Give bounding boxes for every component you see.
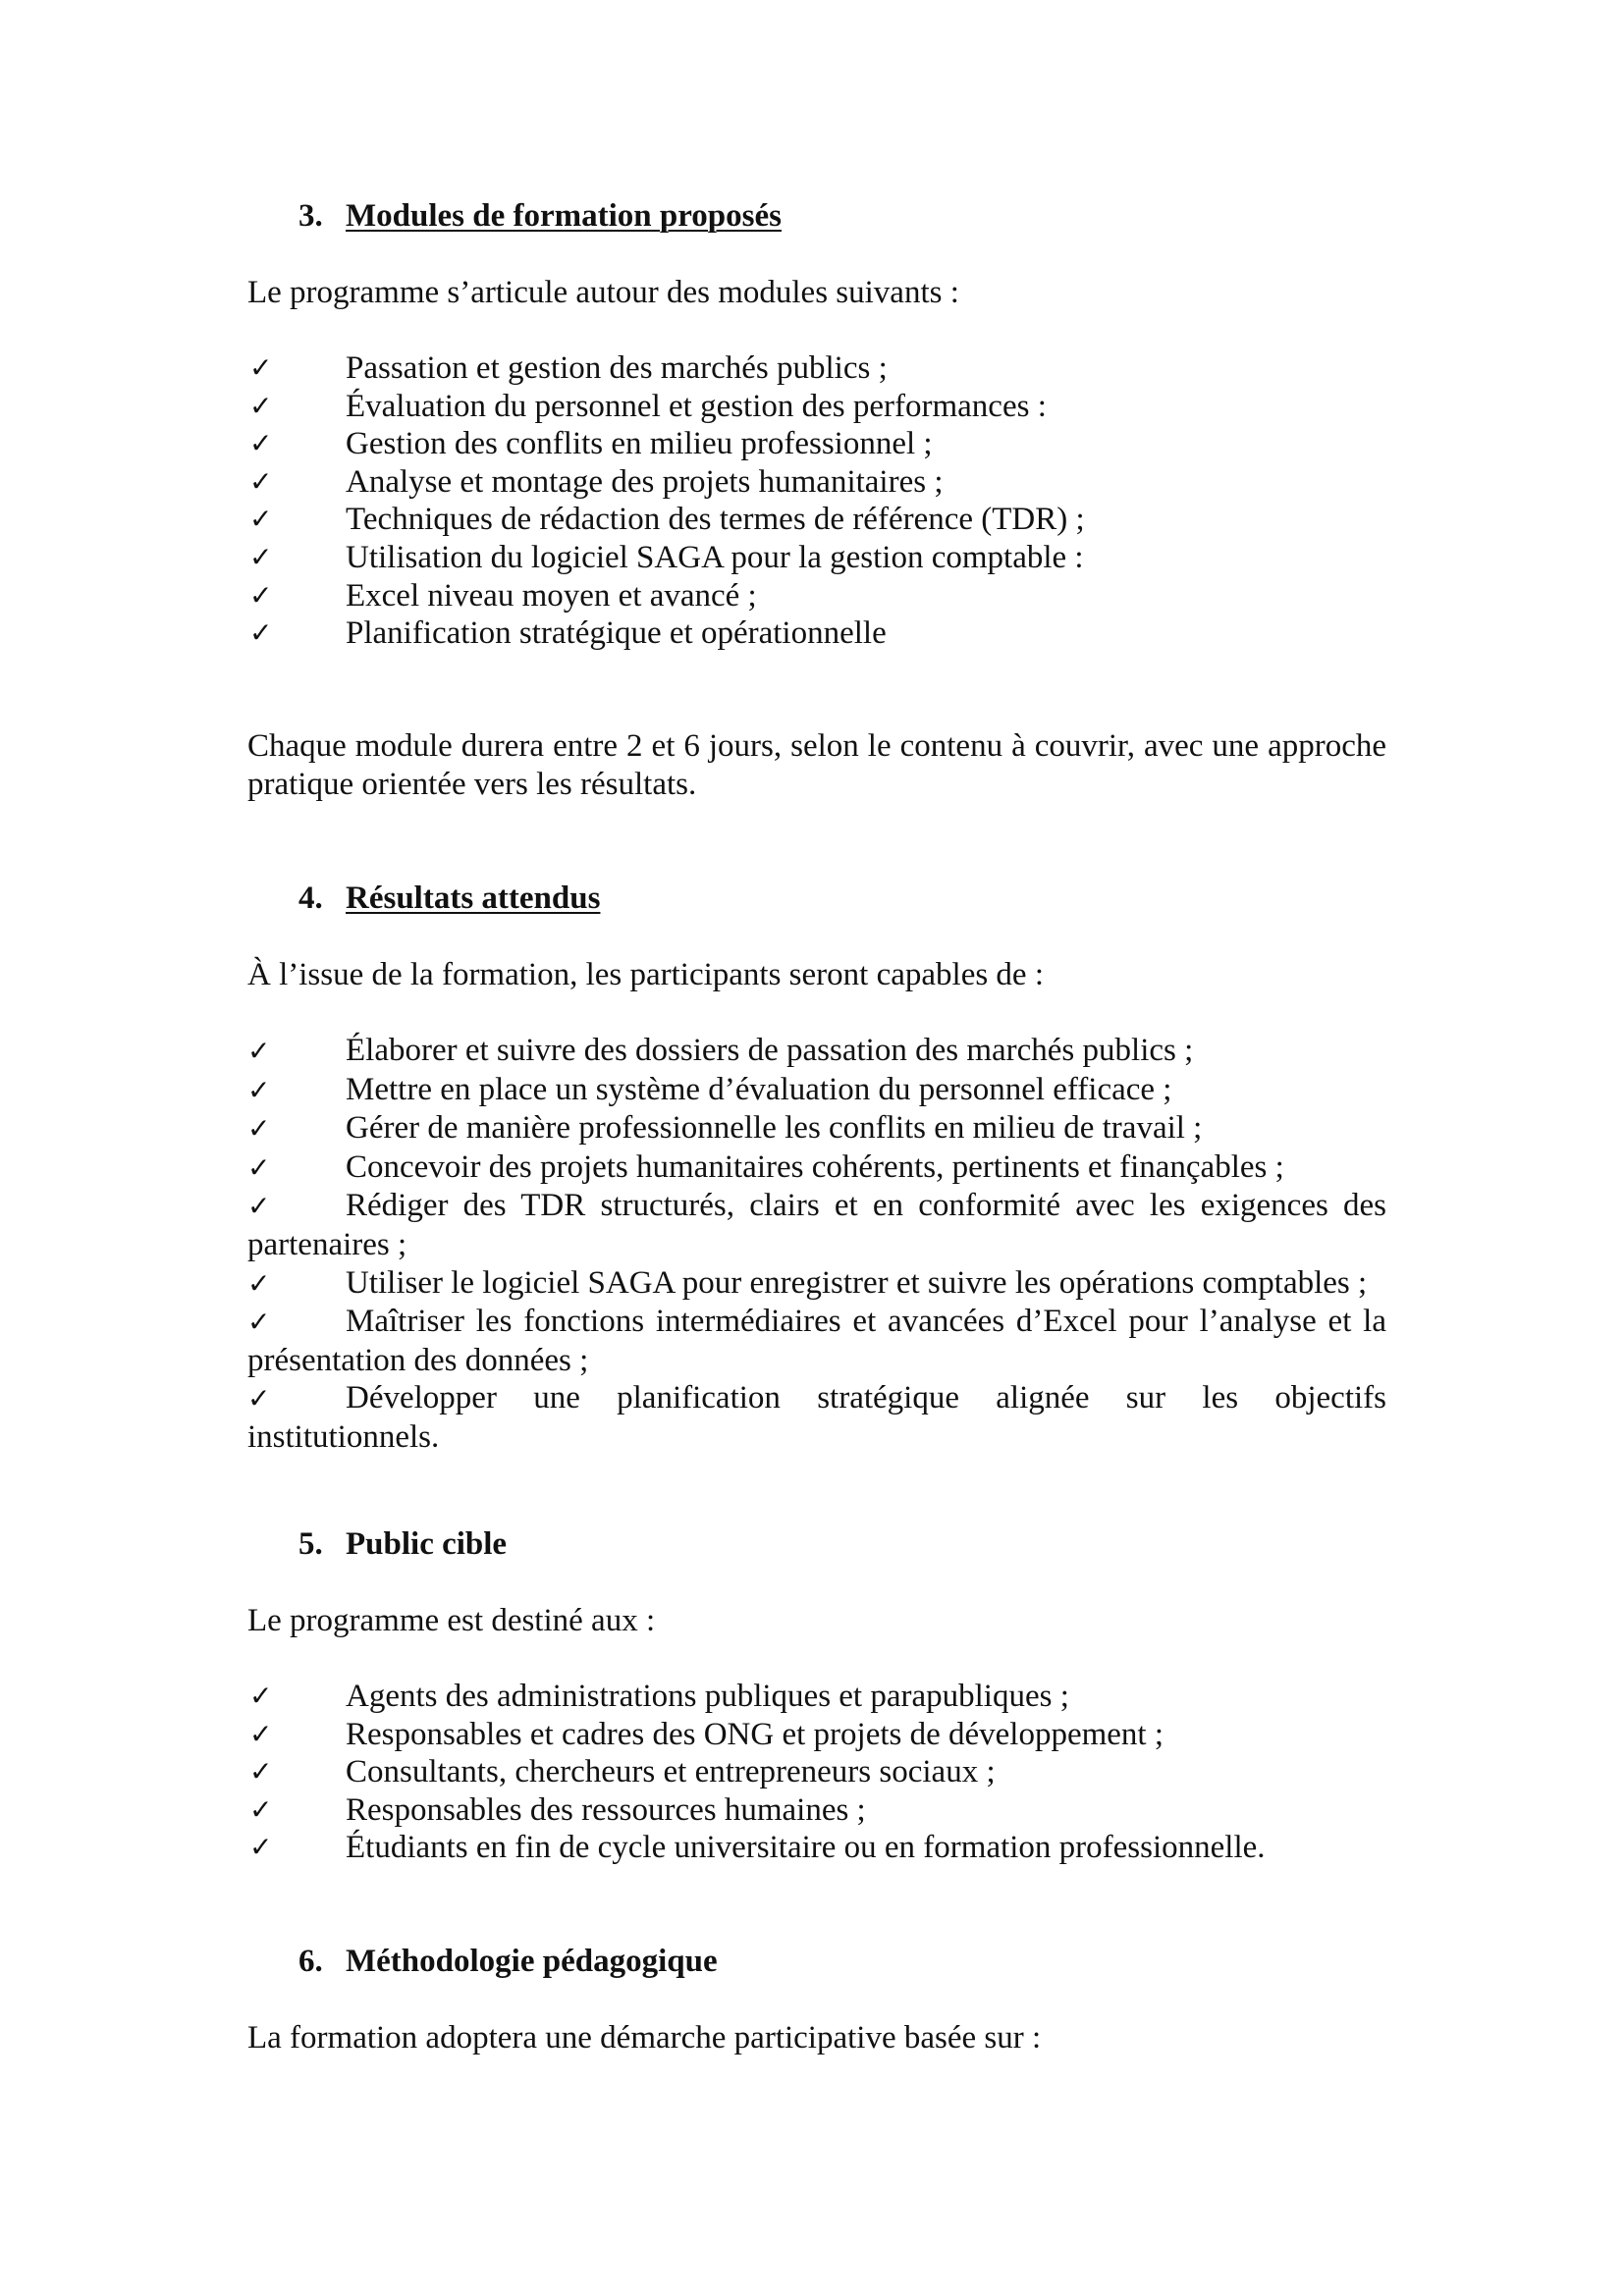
- list-item: ✓ Élaborer et suivre des dossiers de passation des marchés publics ;: [247, 1032, 1386, 1071]
- list-item: ✓ Analyse et montage des projets humanitaires ;: [249, 463, 944, 500]
- section-number: 4.: [298, 881, 323, 916]
- checkmark-icon: ✓: [249, 503, 273, 536]
- section-title: Modules de formation proposés: [346, 198, 782, 234]
- section-title: Public cible: [346, 1526, 508, 1562]
- list-item: ✓ Étudiants en fin de cycle universitaire ou en formation professionnelle.: [249, 1830, 1266, 1866]
- audience-list: [247, 1678, 1386, 1867]
- checkmark-icon: ✓: [247, 1073, 271, 1106]
- checkmark-icon: ✓: [249, 1717, 273, 1750]
- list-item: ✓ Responsables et cadres des ONG et projets de développement ;: [249, 1716, 1164, 1752]
- section-heading-6: [298, 1944, 718, 1980]
- list-item: ✓ Consultants, chercheurs et entrepreneurs sociaux ;: [249, 1754, 996, 1790]
- checkmark-icon: ✓: [247, 1190, 271, 1223]
- checkmark-icon: ✓: [249, 389, 273, 422]
- list-item: ✓ Rédiger des TDR structurés, clairs et en conformité avec les exigences des partenaires ;: [247, 1188, 1386, 1262]
- list-item: ✓ Planification stratégique et opérationnelle: [249, 615, 887, 652]
- checkmark-icon: ✓: [249, 427, 273, 460]
- section-title: Résultats attendus: [346, 881, 601, 916]
- section-intro-3: Le programme s’articule autour des modules suivants :: [247, 275, 959, 310]
- list-item: ✓ Excel niveau moyen et avancé ;: [249, 577, 757, 614]
- checkmark-icon: ✓: [249, 540, 273, 573]
- list-item: ✓ Agents des administrations publiques et parapubliques ;: [249, 1679, 1069, 1714]
- modules-list: [247, 349, 1386, 653]
- checkmark-icon: ✓: [247, 1382, 271, 1415]
- list-item: ✓ Concevoir des projets humanitaires cohérents, pertinents et finançables ;: [247, 1148, 1386, 1188]
- section-title: Méthodologie pédagogique: [346, 1944, 718, 1979]
- checkmark-icon: ✓: [247, 1035, 271, 1067]
- checkmark-icon: ✓: [249, 578, 273, 612]
- list-item: ✓ Évaluation du personnel et gestion des performances :: [249, 388, 1047, 424]
- section-heading-5: [298, 1526, 507, 1563]
- checkmark-icon: ✓: [249, 464, 273, 498]
- checkmark-icon: ✓: [249, 1755, 273, 1789]
- checkmark-icon: ✓: [247, 1306, 271, 1339]
- list-item: ✓ Gestion des conflits en milieu professionnel ;: [249, 426, 933, 462]
- section-number: 6.: [298, 1944, 323, 1979]
- checkmark-icon: ✓: [247, 1150, 271, 1184]
- section-number: 5.: [298, 1526, 323, 1562]
- checkmark-icon: ✓: [249, 1680, 273, 1712]
- list-item: ✓ Utilisation du logiciel SAGA pour la gestion comptable :: [249, 539, 1084, 575]
- checkmark-icon: ✓: [247, 1112, 271, 1146]
- section-heading-3: [298, 198, 782, 235]
- checkmark-icon: ✓: [249, 351, 273, 384]
- section-number: 3.: [298, 198, 323, 234]
- checkmark-icon: ✓: [247, 1266, 271, 1300]
- list-item: ✓ Mettre en place un système d’évaluation du personnel efficace ;: [247, 1071, 1386, 1110]
- checkmark-icon: ✓: [249, 1792, 273, 1826]
- checkmark-icon: ✓: [249, 616, 273, 650]
- section-heading-4: [298, 881, 600, 917]
- section-intro-4: À l’issue de la formation, les participants seront capables de :: [247, 957, 1044, 992]
- list-item: ✓ Utiliser le logiciel SAGA pour enregistrer et suivre les opérations comptables ;: [247, 1264, 1386, 1304]
- section-intro-5: Le programme est destiné aux :: [247, 1603, 656, 1638]
- list-item: ✓ Passation et gestion des marchés publics ;: [249, 350, 888, 386]
- list-item: ✓ Techniques de rédaction des termes de référence (TDR) ;: [249, 502, 1085, 538]
- list-item: ✓ Développer une planification stratégique alignée sur les objectifs institutionnels.: [247, 1380, 1386, 1455]
- checkmark-icon: ✓: [249, 1831, 273, 1864]
- section-closing-3: Chaque module durera entre 2 et 6 jours, selon le contenu à couvrir, avec une approche pratique orientée vers les résultats.: [247, 728, 1386, 802]
- list-item: ✓ Maîtriser les fonctions intermédiaires et avancées d’Excel pour l’analyse et la présentation des données ;: [247, 1304, 1386, 1378]
- list-item: ✓ Responsables des ressources humaines ;: [249, 1791, 866, 1828]
- section-intro-6: La formation adoptera une démarche participative basée sur :: [247, 2020, 1042, 2056]
- list-item: ✓ Gérer de manière professionnelle les conflits en milieu de travail ;: [247, 1109, 1386, 1148]
- results-list: [247, 1032, 1386, 1457]
